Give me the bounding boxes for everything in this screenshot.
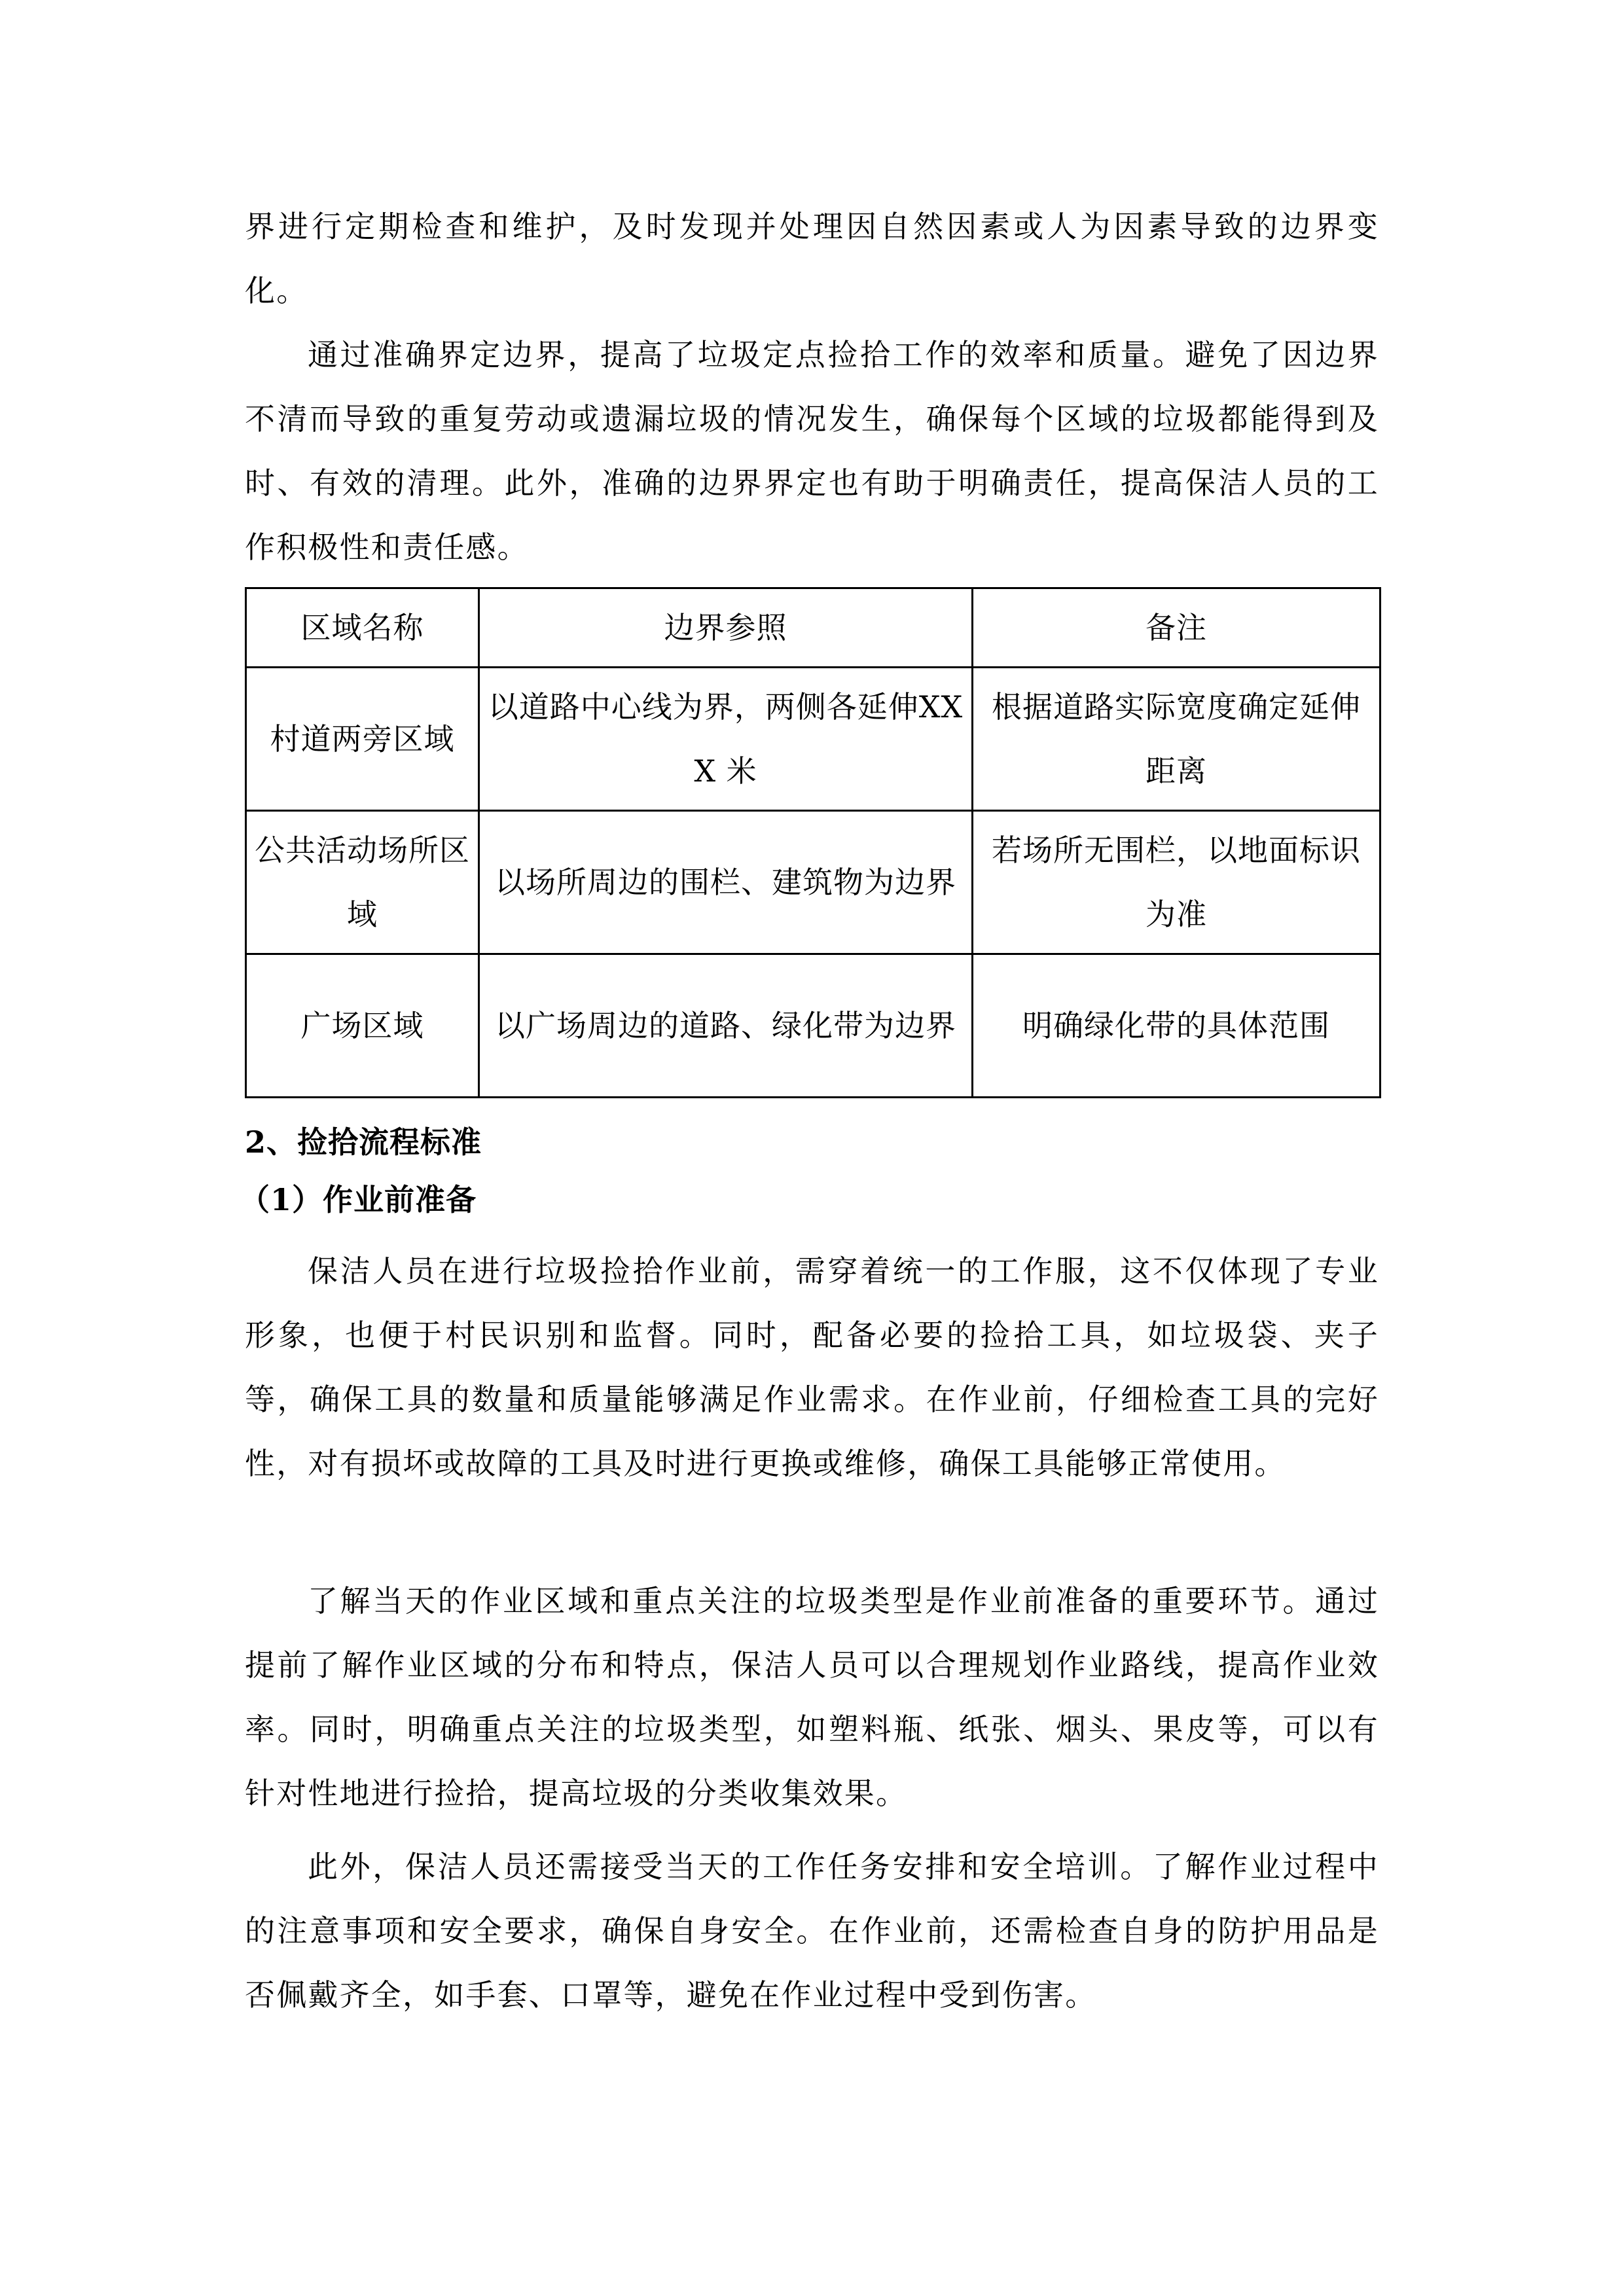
table-row — [246, 811, 1380, 954]
table-header-row — [246, 588, 1380, 668]
subsection-heading: （1）作业前准备 — [240, 1182, 477, 1217]
table-cell-boundary-reference: 以道路中心线为界，两侧各延伸XXX 米 — [479, 668, 973, 811]
table-cell-area-name: 广场区域 — [246, 954, 479, 1098]
paragraph-pre-work-area: 了解当天的作业区域和重点关注的垃圾类型是作业前准备的重要环节。通过提前了解作业区域的分布和特点，保洁人员可以合理规划作业路线，提高作业效率。同时，明确重点关注的垃圾类型，如塑料瓶、纸张、烟头、果皮等，可以有针对性地进行捡拾，提高垃圾的分类收集效果。 — [245, 1583, 1379, 1811]
paragraph-boundary-maintenance: 界进行定期检查和维护，及时发现并处理因自然因素或人为因素导致的边界变化。 — [245, 209, 1379, 308]
paragraph-boundary-benefits: 通过准确界定边界，提高了垃圾定点捡拾工作的效率和质量。避免了因边界不清而导致的重复劳动或遗漏垃圾的情况发生，确保每个区域的垃圾都能得到及时、有效的清理。此外，准确的边界界定也有助于明确责任，提高保洁人员的工作积极性和责任感。 — [245, 337, 1379, 565]
section-heading: 2、捡拾流程标准 — [245, 1124, 482, 1160]
table-cell-boundary-reference: 以广场周边的道路、绿化带为边界 — [479, 954, 973, 1098]
boundary-table — [245, 587, 1381, 1098]
table-row — [246, 954, 1380, 1098]
paragraph-pre-work-safety: 此外，保洁人员还需接受当天的工作任务安排和安全培训。了解作业过程中的注意事项和安全要求，确保自身安全。在作业前，还需检查自身的防护用品是否佩戴齐全，如手套、口罩等，避免在作业过程中受到伤害。 — [245, 1849, 1379, 2013]
table-cell-boundary-reference: 以场所周边的围栏、建筑物为边界 — [479, 811, 973, 954]
paragraph-pre-work-gear: 保洁人员在进行垃圾捡拾作业前，需穿着统一的工作服，这不仅体现了专业形象，也便于村民识别和监督。同时，配备必要的捡拾工具，如垃圾袋、夹子等，确保工具的数量和质量能够满足作业需求。在作业前，仔细检查工具的完好性，对有损坏或故障的工具及时进行更换或维修，确保工具能够正常使用。 — [245, 1253, 1379, 1481]
table-cell-remarks: 若场所无围栏，以地面标识为准 — [973, 811, 1380, 954]
table-header-cell: 边界参照 — [479, 588, 973, 668]
table-row — [246, 668, 1380, 811]
table-header-cell: 备注 — [973, 588, 1380, 668]
table-cell-remarks: 明确绿化带的具体范围 — [973, 954, 1380, 1098]
table-cell-area-name: 公共活动场所区域 — [246, 811, 479, 954]
table-cell-area-name: 村道两旁区域 — [246, 668, 479, 811]
table-cell-remarks: 根据道路实际宽度确定延伸距离 — [973, 668, 1380, 811]
table-header-cell: 区域名称 — [246, 588, 479, 668]
